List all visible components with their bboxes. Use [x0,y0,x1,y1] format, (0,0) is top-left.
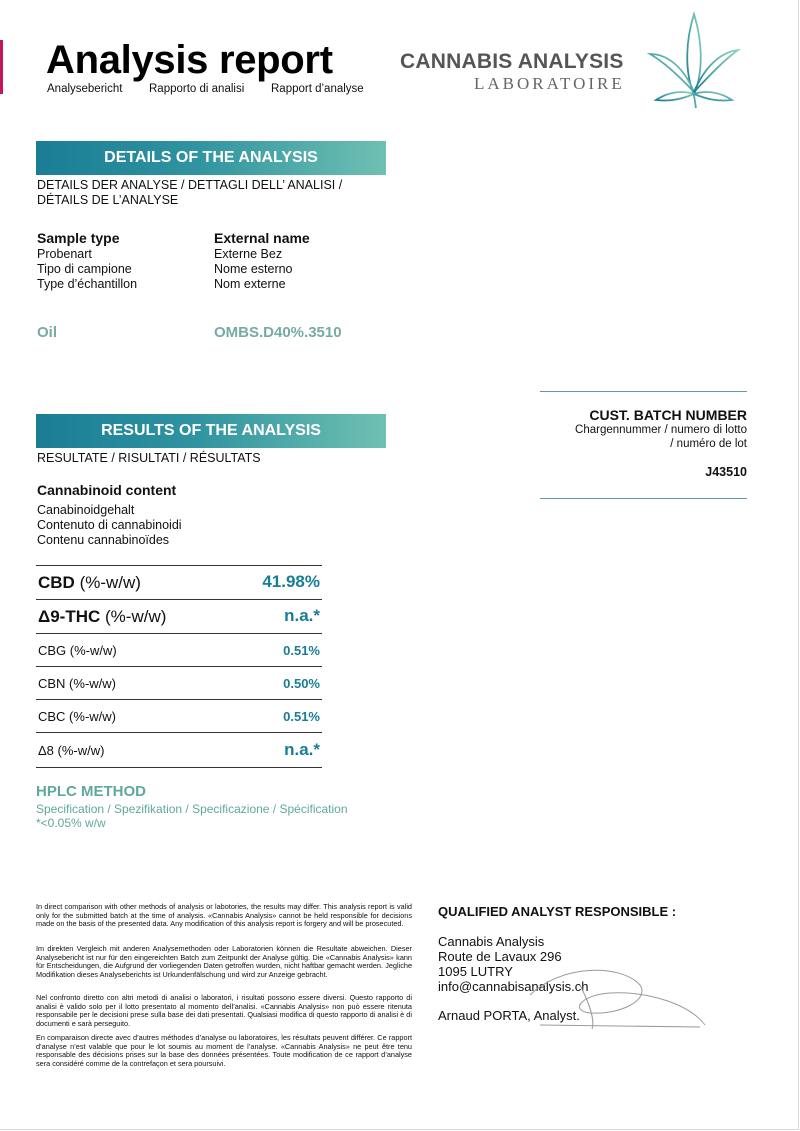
batch-label: CUST. BATCH NUMBER [589,407,747,423]
disclaimer-de: Im direkten Vergleich mit anderen Analysemethoden oder Laboratorien können die Resultate abweichen. Dieser Analysebericht ist nur für den eingereichten Batch zum Zeitpunkt der Analyse gültig. Die «Cannabis Analysis» kann für Entscheidungen, die Aufgrund der vorliegenden Daten getroffen wurden, nicht haftbar gemacht werden. Jegliche Modifikation dieses Analyseberichts ist Urkundenfälschung und wird zur Anzeige gebracht. [36,944,412,979]
disclaimer-en: In direct comparison with other methods of analysis or labotories, the results may differ. This analysis report is valid only for the submitted batch at the time of analysis. «Cannabis Analysis» cannot be held responsible for decisions made on the basis of the presented data. Any modification of this analysis report is forgery and will be prosecuted. [36,902,412,929]
analyst-street: Route de Lavaux 296 [438,949,562,964]
details-subtitle-line1: DETAILS DER ANALYSE / DETTAGLI DELL’ ANALISI / [37,178,343,192]
sample-type-value: Oil [37,324,58,341]
details-subtitle-line2: DÉTAILS DE L’ANALYSE [37,193,179,207]
batch-translation: / numéro de lot [670,438,747,450]
sample-type-translation: Type d’échantillon [37,277,138,291]
analyst-heading: QUALIFIED ANALYST RESPONSIBLE : [438,904,677,919]
result-label: CBG (%-w/w) [38,643,117,658]
result-value: 41.98% [262,572,320,591]
batch-top-rule [540,391,747,392]
result-value: 0.50% [283,676,320,691]
external-name-value: OMBS.D40%.3510 [214,324,342,341]
external-name-translation: Nome esterno [214,262,293,276]
batch-translation: Chargennummer / numero di lotto [575,424,747,436]
disclaimer-fr: En comparaison directe avec d’autres méthodes d’analyse ou laboratoires, les résultats peuvent différer. Ce rapport d’analyse n’est valable que pour le lot soumis au moment de l’analyse. «Cannabis Analysis» ne peut être tenu responsable des décisions prises sur la base des données présentées. Toute modification de ce rapport d’analyse sera considéré comme de la contrefaçon et sera poursuivi. [36,1033,412,1068]
logo-name: CANNABIS ANALYSIS [400,50,624,73]
title-translation-de: Analysebericht [47,83,123,95]
result-row-cbn [36,666,322,699]
cannabis-leaf-icon [644,10,744,115]
sample-type-label: Sample type [37,230,120,246]
result-label: Δ9-THC [38,607,101,626]
batch-number: J43510 [705,465,747,479]
result-value: n.a.* [284,740,320,759]
result-unit: (%-w/w) [100,607,167,626]
external-name-label: External name [214,230,310,246]
results-subtitle: RESULTATE / RISULTATI / RÉSULTATS [37,451,261,465]
analyst-name: Arnaud PORTA, Analyst. [438,1008,580,1023]
result-value: 0.51% [283,709,320,724]
cannabinoid-translation: Contenu cannabinoïdes [37,533,170,547]
sample-type-translation: Tipo di campione [37,262,132,276]
result-value: n.a.* [284,606,320,625]
results-banner: RESULTS OF THE ANALYSIS [36,414,386,448]
batch-bottom-rule [540,498,747,499]
sample-type-translation: Probenart [37,247,92,261]
external-name-translation: Externe Bez [214,247,283,261]
edge-mark [0,40,3,94]
cannabinoid-content-label: Cannabinoid content [37,482,177,498]
method-title: HPLC METHOD [36,783,146,800]
result-row-cbg [36,633,322,666]
analyst-email: info@cannabisanalysis.ch [438,979,589,994]
cannabinoid-translation: Canabinoidgehalt [37,503,135,517]
disclaimer-it: Nel confronto diretto con altri metodi di analisi o laboratori, i risultati possono essere diversi. Questo rapporto di analisi è valido solo per il lotto presentato al momento dell’analisi. «Cannabis Analysis» non può essere ritenuta responsabile per le decisioni prese sulla base dei dati presentati. Qualsiasi modifica di questo rapporto di analisi è di documenti e sarà perseguito. [36,993,412,1028]
result-label: CBD [38,573,75,592]
title-translation-it: Rapporto di analisi [149,83,245,95]
result-unit: (%-w/w) [74,573,141,592]
analyst-company: Cannabis Analysis [438,934,545,949]
analyst-city: 1095 LUTRY [438,964,513,979]
result-row-d9thc [36,599,322,633]
signature [520,955,710,1040]
cannabinoid-translation: Contenuto di cannabinoidi [37,518,182,532]
title-translation-fr: Rapport d’analyse [271,83,364,95]
details-banner: DETAILS OF THE ANALYSIS [36,141,386,175]
method-note: *<0.05% w/w [36,816,106,830]
result-row-cbd [36,565,322,599]
result-row-cbc [36,699,322,732]
report-title: Analysis report [46,38,333,82]
method-spec: Specification / Spezifikation / Specificazione / Spécification [36,802,348,816]
result-label: Δ8 (%-w/w) [38,743,105,758]
result-label: CBC (%-w/w) [38,709,116,724]
result-value: 0.51% [283,643,320,658]
result-row-d8 [36,732,322,768]
result-label: CBN (%-w/w) [38,676,116,691]
logo-subtitle: LABORATOIRE [474,74,625,93]
external-name-translation: Nom externe [214,277,286,291]
